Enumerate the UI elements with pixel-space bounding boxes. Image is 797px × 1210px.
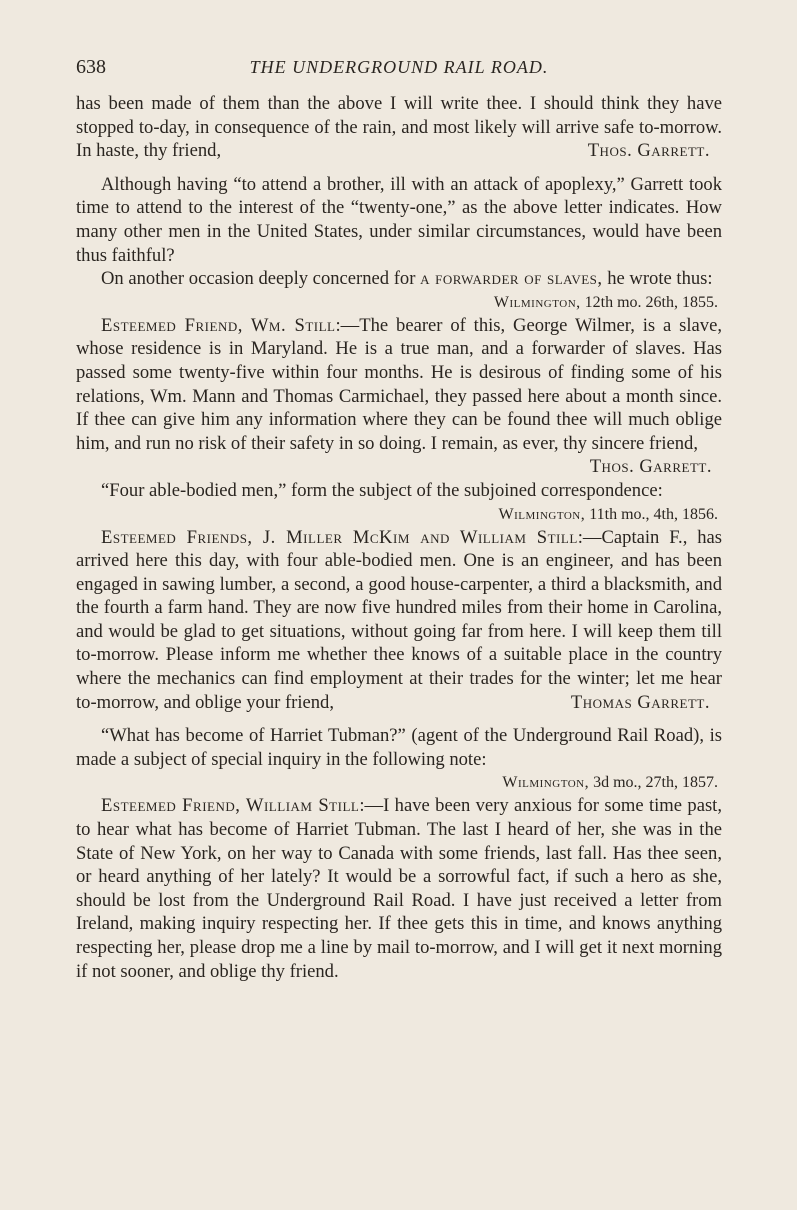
letter-body (76, 526, 722, 715)
letter-text: :—The bearer of this, George Wilmer, is a slave, whose residence is in Maryland. He is a true man, and a forwarder of slaves. Has passed some twenty-five within four months. He is desirous of finding some of his relations, Wm. Mann and Thomas Carmichael, they passed here about a month since. If thee can give him any information where they can be found thee will much oblige him, and run no risk of their safety in so doing. I remain, as ever, thy sincere friend, (76, 314, 722, 454)
letter-date (76, 771, 722, 794)
signature: Thomas Garrett. (570, 691, 710, 713)
paragraph-letter-end (76, 92, 722, 163)
date-rest: 12th mo. 26th, 1855. (584, 293, 718, 311)
date-rest: 3d mo., 27th, 1857. (593, 774, 718, 792)
letter-text: :—Captain F., has arrived here this day, with four able-bodied men. One is an engineer, and has been engaged in sawing lumber, a second, a good house-carpenter, a third a blacksmith, and the fourth a farm hand. They are now five hundred miles from their home in Carolina, and would be glad to get situations, without going far from here. I will keep them till to-morrow. Please inform me whether thee knows of a suitable place in the country where the mechanics can find employment at their trades for the winter; let me hear to-morrow, and oblige your friend, (76, 526, 722, 713)
letter-body (76, 314, 722, 456)
salutation: Esteemed Friend, William Still (101, 795, 360, 817)
salutation: Esteemed Friends, J. Miller McKim and William Still (101, 526, 578, 548)
page-body (76, 92, 722, 983)
date-place: Wilmington, (502, 774, 590, 792)
paragraph-text: he wrote thus: (607, 268, 713, 290)
paragraph-text: has been made of them than the above I will write thee. I should think they have stopped to-day, in consequence of the rain, and most likely will arrive safe to-morrow. In haste, thy friend, (76, 93, 722, 162)
paragraph-text: On another occasion deeply concerned for (101, 268, 416, 290)
running-title: THE UNDERGROUND RAIL ROAD. (249, 57, 549, 77)
paragraph-intro (76, 267, 722, 291)
date-rest: 11th mo., 4th, 1856. (589, 505, 718, 523)
paragraph: “What has become of Harriet Tubman?” (agent of the Underground Rail Road), is made a subject of special inquiry in the following note: (76, 725, 722, 770)
page-number: 638 (76, 56, 106, 78)
paragraph: Although having “to attend a brother, ill with an attack of apoplexy,” Garrett took time to attend to the interest of the “twenty-one,” as the above letter indicates. How many other men in the United States, under similar circumstances, would have been thus faithful? (76, 173, 722, 266)
date-place: Wilmington, (498, 505, 586, 523)
letter-text: :—I have been very anxious for some time past, to hear what has become of Harriet Tubman. The last I heard of her, she was in the State of New York, on her way to Canada with some friends, last fall. Has thee seen, or heard anything of her lately? It would be a sorrowful fact, if such a hero as she, should be lost from the Underground Rail Road. I have just received a letter from Ireland, making inquiry respecting her. If thee gets this in time, and knows anything respecting her, please drop me a line by mail to-morrow, and I will get it next morning if not sooner, and oblige thy friend. (76, 795, 722, 982)
letter-date (76, 291, 722, 314)
signature: Thos. Garrett. (589, 456, 712, 478)
letter-body (76, 794, 722, 983)
letter-date (76, 503, 722, 526)
date-place: Wilmington, (493, 293, 581, 311)
paragraph: “Four able-bodied men,” form the subject of the subjoined correspondence: (101, 479, 663, 501)
emphasis-smallcaps: a forwarder of slaves, (420, 268, 603, 290)
signature: Thos. Garrett. (587, 140, 710, 162)
salutation: Esteemed Friend, Wm. Still (101, 314, 336, 336)
page-header (76, 56, 722, 82)
